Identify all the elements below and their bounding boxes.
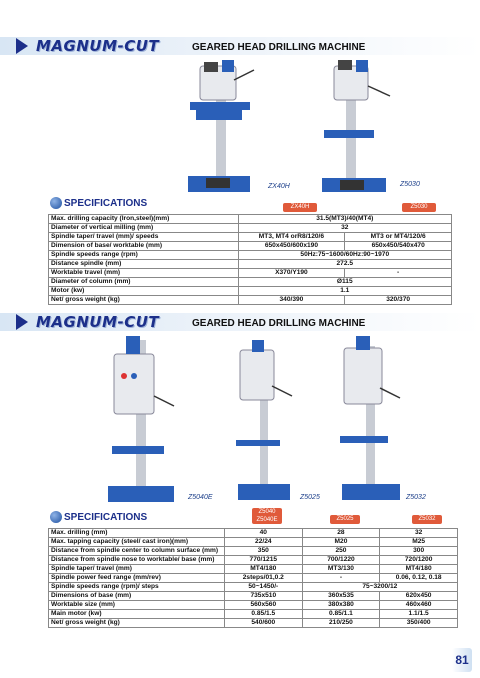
row-value: 1.1: [238, 287, 451, 296]
model-tag-zx40h: ZX40H: [283, 203, 317, 212]
row-value: 22/24: [224, 538, 302, 547]
table-row: [49, 574, 458, 583]
row-label: Dimension of base/ worktable (mm): [49, 242, 239, 251]
machine-image-z5025: [230, 336, 300, 506]
row-value: 620x450: [380, 592, 458, 601]
row-label: Distance spindle (mm): [49, 260, 239, 269]
row-value: 735x510: [224, 592, 302, 601]
row-label: Max. drilling (mm): [49, 529, 225, 538]
row-label: Main motor (kw): [49, 610, 225, 619]
machine-image-zx40h: [182, 60, 262, 195]
row-value: 0.85/1.5: [224, 610, 302, 619]
model-tag-z5040: [252, 508, 282, 524]
table-row: [49, 260, 452, 269]
table-row: [49, 251, 452, 260]
table-row: [49, 556, 458, 565]
row-value: 31.5(MT3)/40(MT4): [238, 215, 451, 224]
row-value: 340/390: [238, 296, 345, 305]
table-row: [49, 565, 458, 574]
machine-caption-z5032: Z5032: [406, 494, 426, 501]
row-value: 720/1200: [380, 556, 458, 565]
section-title: GEARED HEAD DRILLING MACHINE: [192, 318, 366, 329]
row-value: 28: [302, 529, 380, 538]
row-value: 210/250: [302, 619, 380, 628]
row-value: X370/Y190: [238, 269, 345, 278]
row-value: 2steps/01,0.2: [224, 574, 302, 583]
row-label: Spindle taper/ travel (mm)/ speeds: [49, 233, 239, 242]
spec-table-2: [48, 528, 458, 628]
row-label: Diameter of vertical milling (mm): [49, 224, 239, 233]
row-value: 300: [380, 547, 458, 556]
table-row: [49, 547, 458, 556]
row-value: 350/400: [380, 619, 458, 628]
row-value: MT4/180: [224, 565, 302, 574]
row-label: Max. tapping capacity (steel/ cast iron)(mm): [49, 538, 225, 547]
row-value: 0.85/1.1: [302, 610, 380, 619]
row-value: M20: [302, 538, 380, 547]
row-value: 460x460: [380, 601, 458, 610]
page-number: 81: [452, 648, 472, 672]
row-value: 360x535: [302, 592, 380, 601]
row-value: 50~1450/-: [224, 583, 302, 592]
row-value: MT3/130: [302, 565, 380, 574]
row-value: 350: [224, 547, 302, 556]
row-label: Net/ gross weight (kg): [49, 296, 239, 305]
row-value: 272.5: [238, 260, 451, 269]
row-value: MT3, MT4 orR8/120/6: [238, 233, 345, 242]
row-value: 50Hz:75~1600/60Hz:90~1970: [238, 251, 451, 260]
row-value: 40: [224, 529, 302, 538]
table-row: [49, 233, 452, 242]
row-value: 0.06, 0.12, 0.18: [380, 574, 458, 583]
machine-caption-z5030: Z5030: [400, 181, 420, 188]
machine-caption-zx40h: ZX40H: [268, 183, 290, 190]
model-tag-z5032: Z5032: [412, 515, 442, 524]
row-value: 32: [238, 224, 451, 233]
row-value: 560x560: [224, 601, 302, 610]
table-row: [49, 278, 452, 287]
row-label: Spindle speeds range (rpm)/ steps: [49, 583, 225, 592]
row-label: Spindle power feed range (mm/rev): [49, 574, 225, 583]
machine-caption-z5040e: Z5040E: [188, 494, 213, 501]
section-title: GEARED HEAD DRILLING MACHINE: [192, 42, 366, 53]
model-tag-z5025: Z5025: [330, 515, 360, 524]
row-value: 540/600: [224, 619, 302, 628]
row-value: -: [302, 574, 380, 583]
table-row: [49, 224, 452, 233]
table-row: [49, 296, 452, 305]
row-value: 320/370: [345, 296, 452, 305]
row-value: 75~3200/12: [302, 583, 457, 592]
row-label: Spindle speeds range (rpm): [49, 251, 239, 260]
specifications-bullet-icon: [50, 511, 62, 523]
table-row: [49, 215, 452, 224]
specifications-heading: SPECIFICATIONS: [64, 198, 148, 209]
brand-logo: MAGNUM-CUT: [36, 313, 160, 331]
row-value: MT3 or MT4/120/6: [345, 233, 452, 242]
machine-image-z5040e: [104, 336, 184, 506]
table-row: [49, 269, 452, 278]
row-value: 380x380: [302, 601, 380, 610]
spec-table-1: [48, 214, 452, 305]
table-row: [49, 592, 458, 601]
brand-arrow-icon: [16, 314, 28, 330]
row-label: Spindle taper/ travel (mm): [49, 565, 225, 574]
row-value: 650x450/600x190: [238, 242, 345, 251]
machine-caption-z5025: Z5025: [300, 494, 320, 501]
row-value: 700/1220: [302, 556, 380, 565]
row-label: Diameter of column (mm): [49, 278, 239, 287]
row-value: M25: [380, 538, 458, 547]
row-label: Max. drilling capacity (Iron,steel)(mm): [49, 215, 239, 224]
table-row: [49, 538, 458, 547]
row-label: Worktable size (mm): [49, 601, 225, 610]
row-value: 1.1/1.5: [380, 610, 458, 619]
table-row: [49, 242, 452, 251]
table-row: [49, 601, 458, 610]
table-row: [49, 287, 452, 296]
specifications-heading: SPECIFICATIONS: [64, 512, 148, 523]
tag-label: Z5040 Z5040E: [256, 509, 278, 523]
row-label: Motor (kw): [49, 287, 239, 296]
machine-image-z5032: [336, 336, 406, 506]
row-label: Distance from spindle center to column surface (mm): [49, 547, 225, 556]
row-value: 650x450/540x470: [345, 242, 452, 251]
row-value: -: [345, 269, 452, 278]
model-tag-z5030: Z5030: [402, 203, 436, 212]
brand-arrow-icon: [16, 38, 28, 54]
row-label: Dimensions of base (mm): [49, 592, 225, 601]
machine-image-z5030: [318, 60, 398, 195]
brand-logo: MAGNUM-CUT: [36, 37, 160, 55]
table-row: [49, 583, 458, 592]
row-value: 770/1215: [224, 556, 302, 565]
row-value: 32: [380, 529, 458, 538]
row-value: 250: [302, 547, 380, 556]
specifications-bullet-icon: [50, 197, 62, 209]
row-label: Worktable travel (mm): [49, 269, 239, 278]
row-value: Ø115: [238, 278, 451, 287]
table-row: [49, 610, 458, 619]
row-value: MT4/180: [380, 565, 458, 574]
row-label: Distance from spindle nose to worktable/ base (mm): [49, 556, 225, 565]
table-row: [49, 619, 458, 628]
row-label: Net/ gross weight (kg): [49, 619, 225, 628]
table-row: [49, 529, 458, 538]
